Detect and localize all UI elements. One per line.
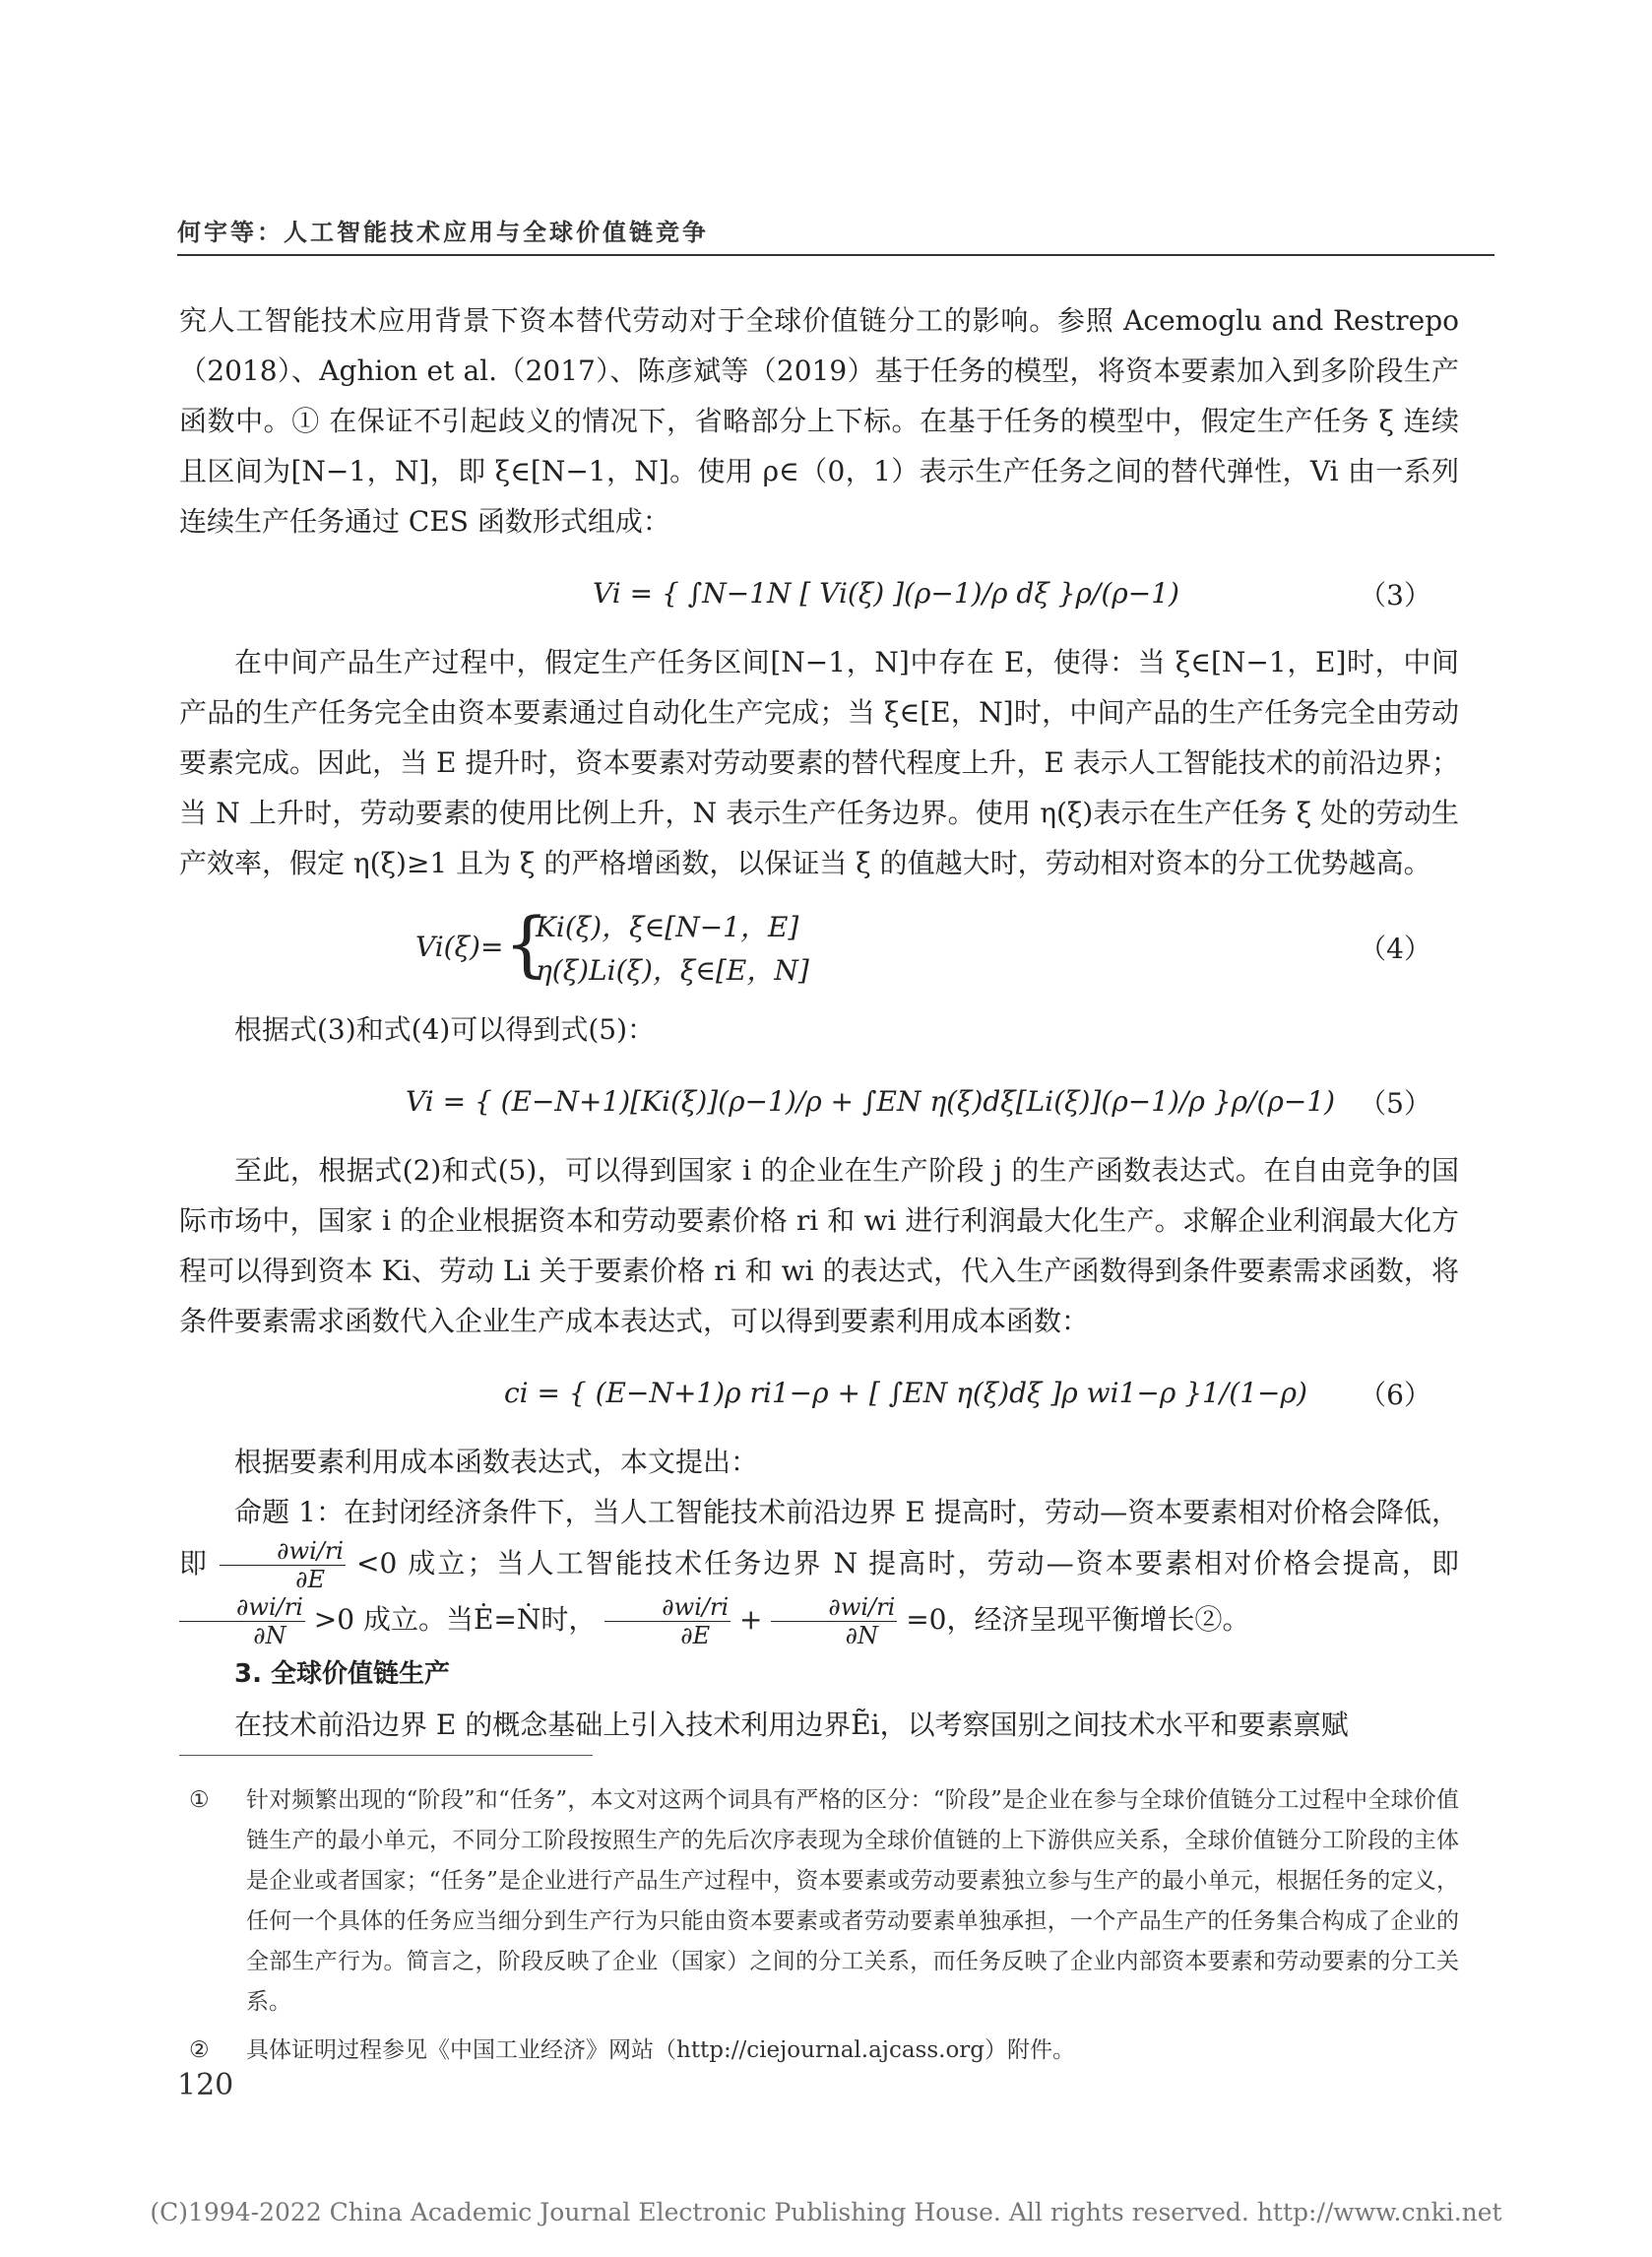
plus-sign: +	[739, 1603, 763, 1636]
footnote-1	[179, 1780, 1459, 2023]
equation-4-brace: {	[504, 902, 549, 985]
fraction-2: $\frac{\partial wi/ri}{\partial N}$	[179, 1593, 305, 1649]
proposition-text-d: =0，经济呈现平衡增长②。	[906, 1603, 1250, 1636]
paragraph-1: 究人工智能技术应用背景下资本替代劳动对于全球价值链分工的影响。参照 Acemoglu and Restrepo（2018）、Aghion et al.（2017）、陈彦斌等（2019）基于任务的模型，将资本要素加入到多阶段生产函数中。① 在保证不引起歧义的情况下，省略部分上下标。在基于任务的模型中，假定生产任务 ξ 连续且区间为[N−1，N]，即 ξ∈[N−1，N]。使用 ρ∈（0，1）表示生产任务之间的替代弹性，Vi 由一系列连续生产任务通过 CES 函数形式组成：	[179, 304, 1459, 538]
equation-4-case-1: Ki(ξ)，ξ∈[N−1，E]	[536, 911, 799, 943]
paragraph-3: 根据式(3)和式(4)可以得到式(5)：	[234, 1013, 655, 1046]
equation-3-body: Vi = { ∫N−1N [ Vi(ξ) ](ρ−1)/ρ dξ }ρ/(ρ−1)	[593, 577, 1179, 610]
proposition-text-c: >0 成立。当Ė=Ṅ时，	[313, 1603, 597, 1636]
equation-5-body: Vi = { (E−N+1)[Ki(ξ)](ρ−1)/ρ + ∫EN η(ξ)dξ[Li(ξ)](ρ−1)/ρ }ρ/(ρ−1)	[406, 1085, 1336, 1118]
proposition-text-b: <0 成立；当人工智能技术任务边界 N 提高时，劳动—资本要素相对价格会提高，即	[355, 1547, 1459, 1580]
proposition-1	[179, 1487, 1459, 1649]
paragraph-2: 在中间产品生产过程中，假定生产任务区间[N−1，N]中存在 E，使得：当 ξ∈[N−1，E]时，中间产品的生产任务完全由资本要素通过自动化生产完成；当 ξ∈[E，N]时，中间产品的生产任务完全由劳动要素完成。因此，当 E 提升时，资本要素对劳动要素的替代程度上升，E 表示人工智能技术的前沿边界；当 N 上升时，劳动要素的使用比例上升，N 表示生产任务边界。使用 η(ξ)表示在生产任务 ξ 处的劳动生产效率，假定 η(ξ)≥1 且为 ξ 的严格增函数，以保证当 ξ 的值越大时，劳动相对资本的分工优势越高。	[179, 646, 1459, 879]
running-title: 何宇等：人工智能技术应用与全球价值链竞争	[177, 219, 709, 246]
equation-4-case-2: η(ξ)Li(ξ)，ξ∈[E，N]	[536, 954, 809, 987]
footnotes	[179, 1780, 1459, 2079]
footnote-rule	[179, 1755, 593, 1756]
equation-4-number: （4）	[1359, 933, 1431, 965]
footnote-2	[179, 2031, 1459, 2071]
section-heading-3: 3. 全球价值链生产	[234, 1659, 451, 1689]
copyright-notice: (C)1994-2022 China Academic Journal Electronic Publishing House. All rights reserved. http://www.cnki.net	[150, 2198, 1502, 2226]
footnote-2-mark: ②	[189, 2037, 210, 2063]
equation-3	[179, 560, 1459, 623]
equation-3-number: （3）	[1359, 579, 1431, 612]
equation-6	[179, 1360, 1459, 1423]
equation-5-number: （5）	[1359, 1087, 1431, 1120]
equation-4-lhs: Vi(ξ)=	[415, 931, 504, 963]
equation-6-body: ci = { (E−N+1)ρ ri1−ρ + [ ∫EN η(ξ)dξ ]ρ wi1−ρ }1/(1−ρ)	[504, 1377, 1307, 1409]
fraction-3: $\frac{\partial wi/ri}{\partial E}$	[604, 1593, 731, 1649]
page-number: 120	[177, 2068, 234, 2102]
footnote-1-mark: ①	[189, 1787, 210, 1813]
proposition-text-a: 命题 1：在封闭经济条件下，当人工智能技术前沿边界 E 提高时，劳动—资本要素相对价格会降低，即	[179, 1496, 1459, 1580]
equation-4	[179, 902, 1459, 991]
footnote-1-text: 针对频繁出现的“阶段”和“任务”，本文对这两个词具有严格的区分：“阶段”是企业在参与全球价值链分工过程中全球价值链生产的最小单元，不同分工阶段按照生产的先后次序表现为全球价值链的上下游供应关系，全球价值链分工阶段的主体是企业或者国家；“任务”是企业进行产品生产过程中，资本要素或劳动要素独立参与生产的最小单元，根据任务的定义，任何一个具体的任务应当细分到生产行为只能由资本要素或者劳动要素单独承担，一个产品生产的任务集合构成了企业的全部生产行为。简言之，阶段反映了企业（国家）之间的分工关系，而任务反映了企业内部资本要素和劳动要素的分工关系。	[246, 1787, 1459, 2015]
equation-5	[179, 1068, 1459, 1131]
main-text	[179, 295, 1459, 1750]
paragraph-4: 至此，根据式(2)和式(5)，可以得到国家 i 的企业在生产阶段 j 的生产函数表达式。在自由竞争的国际市场中，国家 i 的企业根据资本和劳动要素价格 ri 和 wi 进行利润最大化生产。求解企业利润最大化方程可以得到资本 Ki、劳动 Li 关于要素价格 ri 和 wi 的表达式，代入生产函数得到条件要素需求函数，将条件要素需求函数代入企业生产成本表达式，可以得到要素利用成本函数：	[179, 1154, 1459, 1337]
fraction-1: $\frac{\partial wi/ri}{\partial E}$	[220, 1537, 346, 1593]
paragraph-7: 在技术前沿边界 E 的概念基础上引入技术利用边界Ẽi，以考察国别之间技术水平和要素禀赋	[234, 1709, 1349, 1741]
fraction-4: $\frac{\partial wi/ri}{\partial N}$	[771, 1593, 897, 1649]
footnote-2-text: 具体证明过程参见《中国工业经济》网站（http://ciejournal.ajcass.org）附件。	[246, 2037, 1076, 2063]
equation-6-number: （6）	[1359, 1379, 1431, 1411]
header-rule	[177, 254, 1494, 256]
paragraph-5: 根据要素利用成本函数表达式，本文提出：	[234, 1446, 759, 1478]
